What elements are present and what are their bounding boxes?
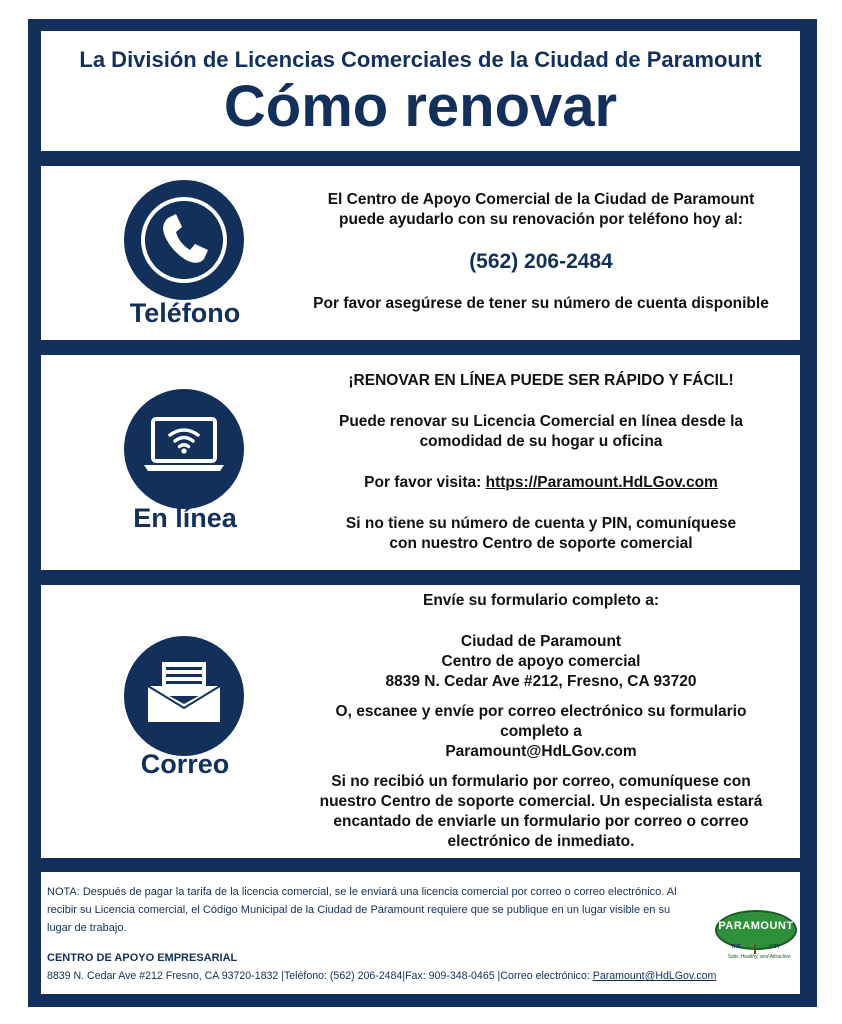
mail-no-form-3: encantado de enviarle un formulario por correo o correo	[333, 813, 749, 830]
palm-tree-icon	[741, 940, 769, 954]
mail-address-1: Ciudad de Paramount	[460, 633, 622, 650]
phone-section	[41, 166, 800, 340]
mail-label: Correo	[140, 749, 230, 779]
logo-the: THE	[731, 944, 741, 950]
online-headline: ¡RENOVAR EN LÍNEA PUEDE SER RÁPIDO Y FÁCIL!	[348, 372, 734, 389]
online-label: En línea	[133, 503, 237, 533]
mail-address-2: Centro de apoyo comercial	[441, 653, 641, 670]
footer-note	[47, 883, 747, 937]
online-pin-1: Si no tiene su número de cuenta y PIN, comuníquese	[345, 515, 737, 532]
phone-label: Teléfono	[129, 298, 241, 328]
online-url-link[interactable]: https://Paramount.HdLGov.com	[485, 474, 718, 491]
online-visit	[291, 473, 791, 493]
mail-scan-2: completo a	[500, 723, 582, 740]
phone-line-1: El Centro de Apoyo Comercial de la Ciudad de Paramount	[327, 191, 755, 208]
online-pin-2: con nuestro Centro de soporte comercial	[389, 535, 693, 552]
footer-note-line-2: recibir su Licencia comercial, el Código Municipal de la Ciudad de Paramount requiere que se publique en un lugar visible en su	[47, 904, 671, 916]
footer-contact-text: 8839 N. Cedar Ave #212 Fresno, CA 93720-1832 |Teléfono: (562) 206-2484|Fax: 909-348-0465 |Correo electrónico:	[47, 970, 593, 982]
mail-text	[291, 591, 791, 852]
footer-note-line-1: NOTA: Después de pagar la tarifa de la licencia comercial, se le enviará una licencia comercial por correo o correo electrónico. Al	[47, 886, 677, 898]
footer-email-link[interactable]: Paramount@HdLGov.com	[592, 970, 717, 982]
mail-no-form-2: nuestro Centro de soporte comercial. Un especialista estará	[319, 793, 763, 810]
logo-city: CITY	[769, 944, 781, 950]
online-text	[291, 371, 791, 554]
online-section	[41, 355, 800, 570]
mail-no-form-1: Si no recibió un formulario por correo, comuníquese con	[331, 773, 751, 790]
mail-email[interactable]: Paramount@HdLGov.com	[445, 743, 637, 760]
phone-number[interactable]: (562) 206-2484	[469, 250, 613, 273]
phone-icon	[124, 180, 244, 300]
organization-title: La División de Licencias Comerciales de la Ciudad de Paramount	[79, 47, 762, 72]
online-visit-prefix: Por favor visita:	[364, 474, 486, 491]
mail-address-3: 8839 N. Cedar Ave #212, Fresno, CA 93720	[385, 673, 697, 690]
mail-envelope-icon	[124, 636, 244, 756]
footer-panel	[41, 872, 800, 994]
footer-center-title: CENTRO DE APOYO EMPRESARIAL	[47, 952, 238, 964]
laptop-wifi-icon	[124, 389, 244, 509]
logo-name: PARAMOUNT	[718, 920, 794, 932]
logo-slogan: Safe, Healthy, and Attractive	[727, 954, 791, 960]
footer-contact	[47, 970, 795, 982]
header-panel	[41, 31, 800, 151]
mail-scan-1: O, escanee y envíe por correo electrónico su formulario	[335, 703, 747, 720]
online-line-1: Puede renovar su Licencia Comercial en línea desde la	[338, 413, 744, 430]
footer-note-line-3: lugar de trabajo.	[47, 922, 127, 934]
page-title: Cómo renovar	[223, 74, 618, 139]
mail-send: Envíe su formulario completo a:	[423, 592, 659, 609]
phone-text	[291, 190, 791, 314]
paramount-logo	[713, 908, 799, 964]
phone-line-2: puede ayudarlo con su renovación por teléfono hoy al:	[339, 211, 743, 228]
mail-section	[41, 585, 800, 858]
online-line-2: comodidad de su hogar u oficina	[419, 433, 663, 450]
mail-no-form-4: electrónico de inmediato.	[447, 833, 635, 850]
phone-note: Por favor asegúrese de tener su número de cuenta disponible	[313, 295, 769, 312]
